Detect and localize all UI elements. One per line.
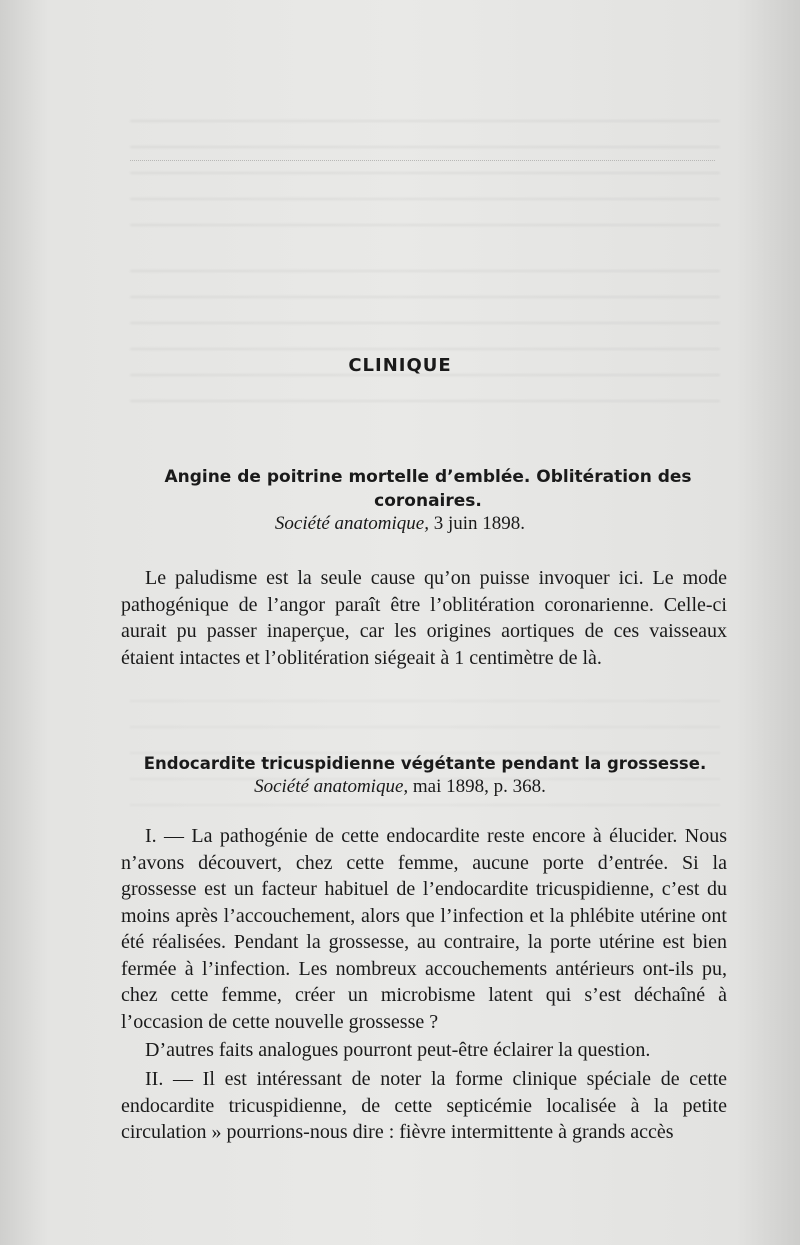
source-journal: Société anatomique,	[274, 513, 429, 534]
article-title: Angine de poitrine mortelle d’emblée. Oblitération des coronaires.	[164, 467, 692, 511]
article-source	[0, 512, 800, 536]
source-journal: Société anatomique,	[254, 776, 409, 797]
paragraph-text: II. — Il est intéressant de noter la forme clinique spéciale de cette endocardite tricuspidienne, de cette septicémie localisée à la petite circulation » pourrions-nous dire : fièvre intermittente à grands accès	[121, 1068, 727, 1143]
paragraph-text: Le paludisme est la seule cause qu’on puisse invoquer ici. Le mode pathogénique de l’angor paraît être l’oblitération coronarienne. Celle-ci aurait pu passer inaperçue, car les origines aortiques de ces vaisseaux étaient intactes et l’oblitération siégeait à 1 centimètre de là.	[121, 567, 727, 669]
article-source	[0, 775, 800, 799]
header-rule	[130, 160, 715, 161]
bleed-through-text	[130, 270, 720, 420]
article-paragraph	[121, 1037, 727, 1064]
section-title: CLINIQUE	[348, 355, 452, 376]
article-paragraph	[121, 823, 727, 1035]
article-title: Endocardite tricuspidienne végétante pendant la grossesse.	[143, 754, 707, 773]
source-detail: mai 1898, p. 368.	[408, 776, 546, 797]
article-paragraph	[121, 1066, 727, 1146]
article-paragraph	[121, 565, 727, 671]
source-detail: 3 juin 1898.	[429, 513, 526, 534]
paragraph-text: I. — La pathogénie de cette endocardite reste encore à élucider. Nous n’avons découvert, chez cette femme, aucune porte d’entrée. Si la grossesse est un facteur habituel de l’endocardite tricuspidienne, c’est du moins après l’accouchement, alors que l’infection et la phlébite utérine ont été réalisées. Pendant la grossesse, au contraire, la porte utérine est bien fermée à l’infection. Les nombreux accouchements antérieurs ont-ils pu, chez cette femme, créer un microbisme latent qui s’est déchaîné à l’occasion de cette nouvelle grossesse ?	[121, 825, 727, 1033]
paragraph-text: D’autres faits analogues pourront peut-être éclairer la question.	[145, 1039, 651, 1061]
bleed-through-text	[130, 120, 720, 240]
